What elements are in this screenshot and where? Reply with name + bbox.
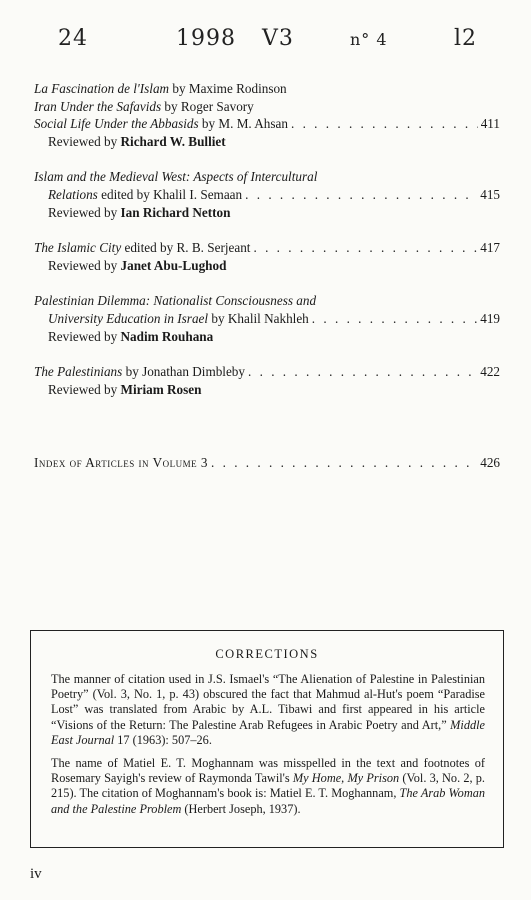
- reviewed-by-label: Reviewed by: [48, 133, 118, 149]
- book-title: Islam and the Medieval West: Aspects of Intercultural: [34, 169, 318, 185]
- book-title: Social Life Under the Abbasids: [34, 116, 199, 132]
- page-number: 411: [480, 116, 500, 132]
- journal-title: Middle East Journal: [51, 717, 485, 747]
- index-label: Index of Articles in Volume 3: [34, 455, 209, 470]
- book-author: edited by R. B. Serjeant: [121, 240, 251, 256]
- reviewed-by-label: Reviewed by: [48, 328, 118, 344]
- reviewer-name: Richard W. Bulliet: [120, 133, 226, 149]
- toc-line: [34, 168, 500, 186]
- reviewer-line: [34, 257, 500, 275]
- reviewer-line: [34, 204, 500, 222]
- dot-leader: [248, 363, 477, 381]
- reviewer-line: [34, 133, 500, 151]
- table-of-contents: [34, 80, 500, 416]
- handwritten-issue: n° 4: [350, 30, 388, 49]
- dot-leader: [291, 115, 478, 133]
- toc-line: [34, 292, 500, 310]
- toc-entry: [34, 239, 500, 274]
- book-author: by Jonathan Dimbleby: [122, 364, 245, 380]
- toc-line: [34, 98, 500, 116]
- book-title: My Home, My Prison: [292, 771, 400, 786]
- toc-line: [34, 239, 500, 257]
- correction-text: 17 (1963): 507–26.: [114, 732, 212, 747]
- book-title: The Palestinians: [34, 364, 123, 380]
- book-author: edited by Khalil I. Semaan: [97, 186, 243, 202]
- dot-leader: [312, 310, 477, 328]
- corrections-box: [30, 630, 504, 848]
- reviewer-line: [34, 328, 500, 346]
- book-title: La Fascination de l'Islam: [34, 81, 170, 96]
- corrections-title: CORRECTIONS: [215, 647, 319, 661]
- handwritten-volume: V3: [262, 26, 294, 51]
- book-author: by M. M. Ahsan: [198, 116, 288, 132]
- page-number: 417: [480, 240, 500, 256]
- reviewer-name: Nadim Rouhana: [120, 328, 214, 344]
- book-author: by Khalil Nakhleh: [208, 310, 309, 326]
- toc-line: [34, 186, 500, 204]
- book-title: Iran Under the Safavids: [34, 98, 162, 114]
- toc-entry: [34, 363, 500, 398]
- toc-line: [34, 115, 500, 133]
- book-title: Palestinian Dilemma: Nationalist Consciousness and: [34, 293, 317, 309]
- page-number: 422: [480, 364, 500, 380]
- correction-text: The manner of citation used in J.S. Ismael's “The Alienation of Palestine in Palestinian Poetry” (Vol. 3, No. 1, p. 43) obscured the fact that Mahmud al-Hut's poem “Paradise Lost” was translated from Arabic by A.L. Tibawi and first appeared in his article “Visions of the Return: The Palestine Arab Refugees in Arabic Poetry and Art,”: [51, 672, 485, 732]
- correction-text: (Vol. 3, No. 2, p. 215). The citation of Moghannam's book is: Matiel E. T. Moghannam,: [51, 771, 486, 801]
- toc-entry: [34, 168, 500, 221]
- handwritten-number: 24: [58, 26, 88, 51]
- dot-leader: [245, 186, 477, 204]
- handwritten-annotation: [0, 26, 531, 60]
- correction-paragraph: [51, 672, 485, 748]
- dot-leader: [253, 239, 477, 257]
- toc-entry: [34, 292, 500, 345]
- book-title: University Education in Israel: [48, 310, 209, 326]
- toc-line: [34, 310, 500, 328]
- reviewed-by-label: Reviewed by: [48, 381, 118, 397]
- toc-line: [34, 363, 500, 381]
- handwritten-code: l2: [454, 26, 478, 51]
- reviewer-name: Ian Richard Netton: [120, 204, 231, 220]
- reviewer-line: [34, 381, 500, 399]
- book-title: Relations: [48, 186, 98, 202]
- book-author: by Maxime Rodinson: [169, 81, 287, 96]
- index-entry: [34, 455, 500, 471]
- page-folio: iv: [30, 866, 42, 882]
- book-title: The Arab Woman and the Palestine Problem: [51, 786, 485, 816]
- correction-text: (Herbert Joseph, 1937).: [181, 801, 301, 816]
- toc-line: [34, 80, 500, 98]
- toc-entry: [34, 80, 500, 150]
- page-number: 419: [480, 310, 500, 326]
- handwritten-year: 1998: [176, 26, 236, 51]
- reviewer-name: Janet Abu-Lughod: [120, 257, 227, 273]
- dot-leader: [211, 455, 477, 471]
- book-author: by Roger Savory: [161, 98, 254, 114]
- page-number: 415: [480, 186, 500, 202]
- page-number: 426: [480, 455, 500, 470]
- correction-text: The name of Matiel E. T. Moghannam was misspelled in the text and footnotes of Rosemary Sayigh's review of Raymonda Tawil's: [51, 756, 485, 786]
- book-title: The Islamic City: [34, 240, 122, 256]
- reviewer-name: Miriam Rosen: [120, 381, 202, 397]
- reviewed-by-label: Reviewed by: [48, 204, 118, 220]
- correction-paragraph: [51, 756, 485, 817]
- reviewed-by-label: Reviewed by: [48, 257, 118, 273]
